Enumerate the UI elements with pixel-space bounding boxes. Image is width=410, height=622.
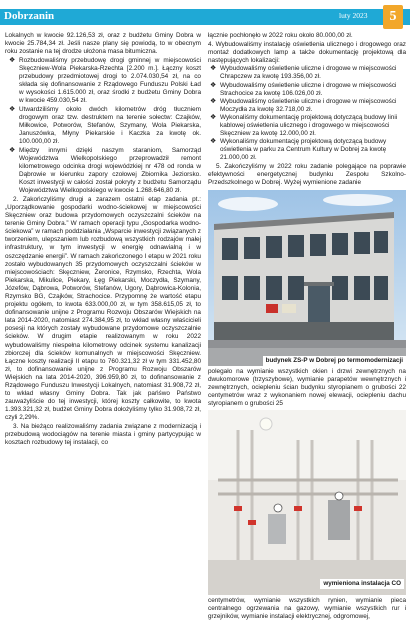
bullet-item [208,65,406,81]
paragraph: łącznie pochłonęło w 2022 roku około 80.000,00 zł. [208,32,353,39]
bullet-item [5,57,201,106]
photo-caption: budynek ZS-P w Dobrej po termomodernizacji [263,356,406,366]
bullet-text: Wybudowaliśmy oświetlenie uliczne i drogowe w miejscowości Chrapczew za kwotę 193.356,00 zł. [220,65,397,81]
diamond-bullet-icon: ❖ [210,65,217,73]
heating-installation-photo [208,410,406,595]
paragraph: polegało na wymianie wszystkich okien i drzwi zewnętrznych na dwukomorowe (trzyszybowe), wymianie parapetów wewnętrznych i zewnętrznych, ociepleniu ścian budynku styropianem o grubości 22 centymetrów wraz z wykonaniem nowej elewacji, ociepleniu dachu styropianem o grubości 25 [208,367,406,408]
bullet-text: Wykonaliśmy dokumentację projektową dotyczącą budowy linii kablowej oświetlenia ulicznego i drogowego w miejscowości Skęczniew za kwotę 12.000,00 zł. [220,113,398,138]
page-number: 5 [383,5,403,29]
right-column [208,32,406,622]
paragraph: 3. Na bieżąco realizowaliśmy zadania związane z modernizacją i przebudową wodociągów na terenie miasta i gminy partycypując w kosztach rozbudowy tej instalacji, co [5,423,201,447]
bullet-item [5,106,201,146]
left-column [5,32,201,448]
heating-installation-image [208,410,406,595]
paragraph: 5. Zakończyliśmy w 2022 roku zadanie polegające na poprawie efektywności energetycznej budynku Zespołu Szkolno-Przedszkolnego w Dobrej. Wyżej wymienione zadanie [208,162,406,186]
newspaper-title: Dobrzanin [4,10,55,22]
school-building-photo [208,190,406,366]
bullet-text: Wybudowaliśmy oświetlenie uliczne i drogowe w miejscowości Strachocice za kwotę 106.026,00 zł. [220,81,397,97]
paragraph: 4. Wybudowaliśmy instalację oświetlenia ulicznego i drogowego oraz montaż dodatkowych lamp a także dokumentację projektową dla następujących lokalizacji: [208,40,406,64]
bullet-item [208,114,406,138]
school-building-image [208,190,406,366]
bullet-text: Utwardziliśmy około dwóch kilometrów dróg tłuczniem drogowym oraz tzw. destruktem na terenie sołectw: Czajków, Miłkowice, Potworów, Stefanów, Szymany, Wola Piekarska, Januszówka, Młyny Piekarskie i Kaczka za kwotę ok. 100.000,00 zł. [19,105,201,146]
diamond-bullet-icon: ❖ [210,97,217,105]
bullet-item [208,138,406,162]
photo-caption: wymieniona instalacja CO [320,579,404,589]
bullet-item [5,147,201,196]
paragraph: centymetrów, wymianie wszystkich rynien, wymianie pieca centralnego ogrzewania na gazowy, wymianie wszystkich rur i grzejników, wymianie instalacji elektrycznej, odgromowej, [208,597,406,621]
bullet-text: Wybudowaliśmy oświetlenie uliczne i drogowe w miejscowości Moczydła za kwotę 32.718,00 zł. [220,97,397,113]
diamond-bullet-icon: ❖ [9,146,16,154]
diamond-bullet-icon: ❖ [210,138,217,146]
page-header [0,0,410,30]
diamond-bullet-icon: ❖ [210,81,217,89]
bullet-item [208,98,406,114]
bullet-text: Między innymi dzięki naszym staraniom, Samorząd Województwa Wielkopolskiego przeprowadził remont kilometrowego odcinka drogi wojewódzkiej nr 478 od ronda w Dąbrowie w kierunku zapory czołowej Zbiornika Jeziorsko. Koszt inwestycji w całości został pokryty z budżetu Samorządu Województwa Wielkopolskiego w kwocie 1.268.646,80 zł. [19,146,201,195]
diamond-bullet-icon: ❖ [9,56,16,64]
diamond-bullet-icon: ❖ [210,113,217,121]
paragraph: Lokalnych w kwocie 92.126,53 zł, oraz z budżetu Gminy Dobra w kwocie 25.784,34 zł. Jeśli nasze plany się powiodą, to w obecnym roku zostanie na tej drodze ułożona masa bitumiczna. [5,32,201,56]
paragraph: 2. Zakończyliśmy drugi a zarazem ostatni etap zadania pt.: „Uporządkowanie gospodarki wodno-ściekowej w miejscowości Skęczniew oraz budowa przydomowych oczyszczalni ścieków na terenie Gminy Dobra.” W ramach operacji typu „Gospodarka wodno-ściekowa” w ramach poddziałania „Wsparcie inwestycji związanych z tworzeniem, ulepszaniem lub rozbudową wszystkich rodzajów małej infrastruktury, w tym inwestycji w energię odnawialną i w oszczędzanie energii”. W ramach zakończonego I etapu w 2021 roku zostało wybudowanych 35 przydomowych oczyszczalni ścieków w miejscowościach: Skęczniew, Żeronice, Rzymsko, Rzechta, Wola Piekarska, Mikulice, Piekary, Łęg Piekarski, Moczydła, Szymany, Józefów, Dąbrowa, Potworów, Stefanów, Ugory, Dąbrowica-Kolonia, Rzymsko BG, Czajków, Strachocice. Przypomnę że wartość etapu projektu ogółem, to kwota 633.000,00 zł, w tym 358.615,05 zł, to dofinansowanie unijne z Programu Rozwoju Obszarów Wiejskich na lata 2014-2020, natomiast 274.384,95 zł, to wkład własny właścicieli posesji na których zostały wybudowane przydomowe oczyszczalnie ścieków. W drugim etapie realizowanym w roku 2022 wybudowaliśmy niespełna kilometrowy odcinek systemu kanalizacji zbiorczej dla ścieków komunalnych w miejscowości Skęczniew. Łączne koszty realizacji II etapu to 760.321,32 zł w tym 331.452,80 zł, to dofinansowanie unijne z Programu Rozwoju Obszarów Wiejskich na lata 2014-2020, 396.959,80 zł, to dofinansowanie z Rządowego Funduszu Inwestycji Lokalnych, natomiast 31.908,72 zł, to wkład własny Gminy Dobra. Tak jak pańśwo Państwo zauważyliście do tej inwestycji, której koszty całkowite, to kwota 1.393.321,32 zł, budżet Gminy Dobra dołożyliśmy tylko 31.908,72 zł, czyli 2,29%. [5,195,201,422]
bullet-item [208,82,406,98]
diamond-bullet-icon: ❖ [9,105,16,113]
bullet-text: Rozbudowaliśmy przebudowę drogi gminnej w miejscowości Skęczniew-Wola Piekarska-Rzechta [2.200 m.]. Łączny koszt przebudowy przedmiotowej drogi to 2.074.030,54 zł, na co składa się dofinansowanie z Rządowego Funduszu Polski Ład w wysokości 1.615.000 zł, oraz środki z budżetu Gminy Dobra w kwocie 459.030,54 zł. [19,56,201,105]
issue-date: luty 2023 [339,11,368,20]
bullet-text: Wykonaliśmy dokumentację projektową dotyczącą budowy oświetlenia w parku za Centrum Kultury w Dobrej za kwotę 21.000,00 zł. [220,138,387,162]
